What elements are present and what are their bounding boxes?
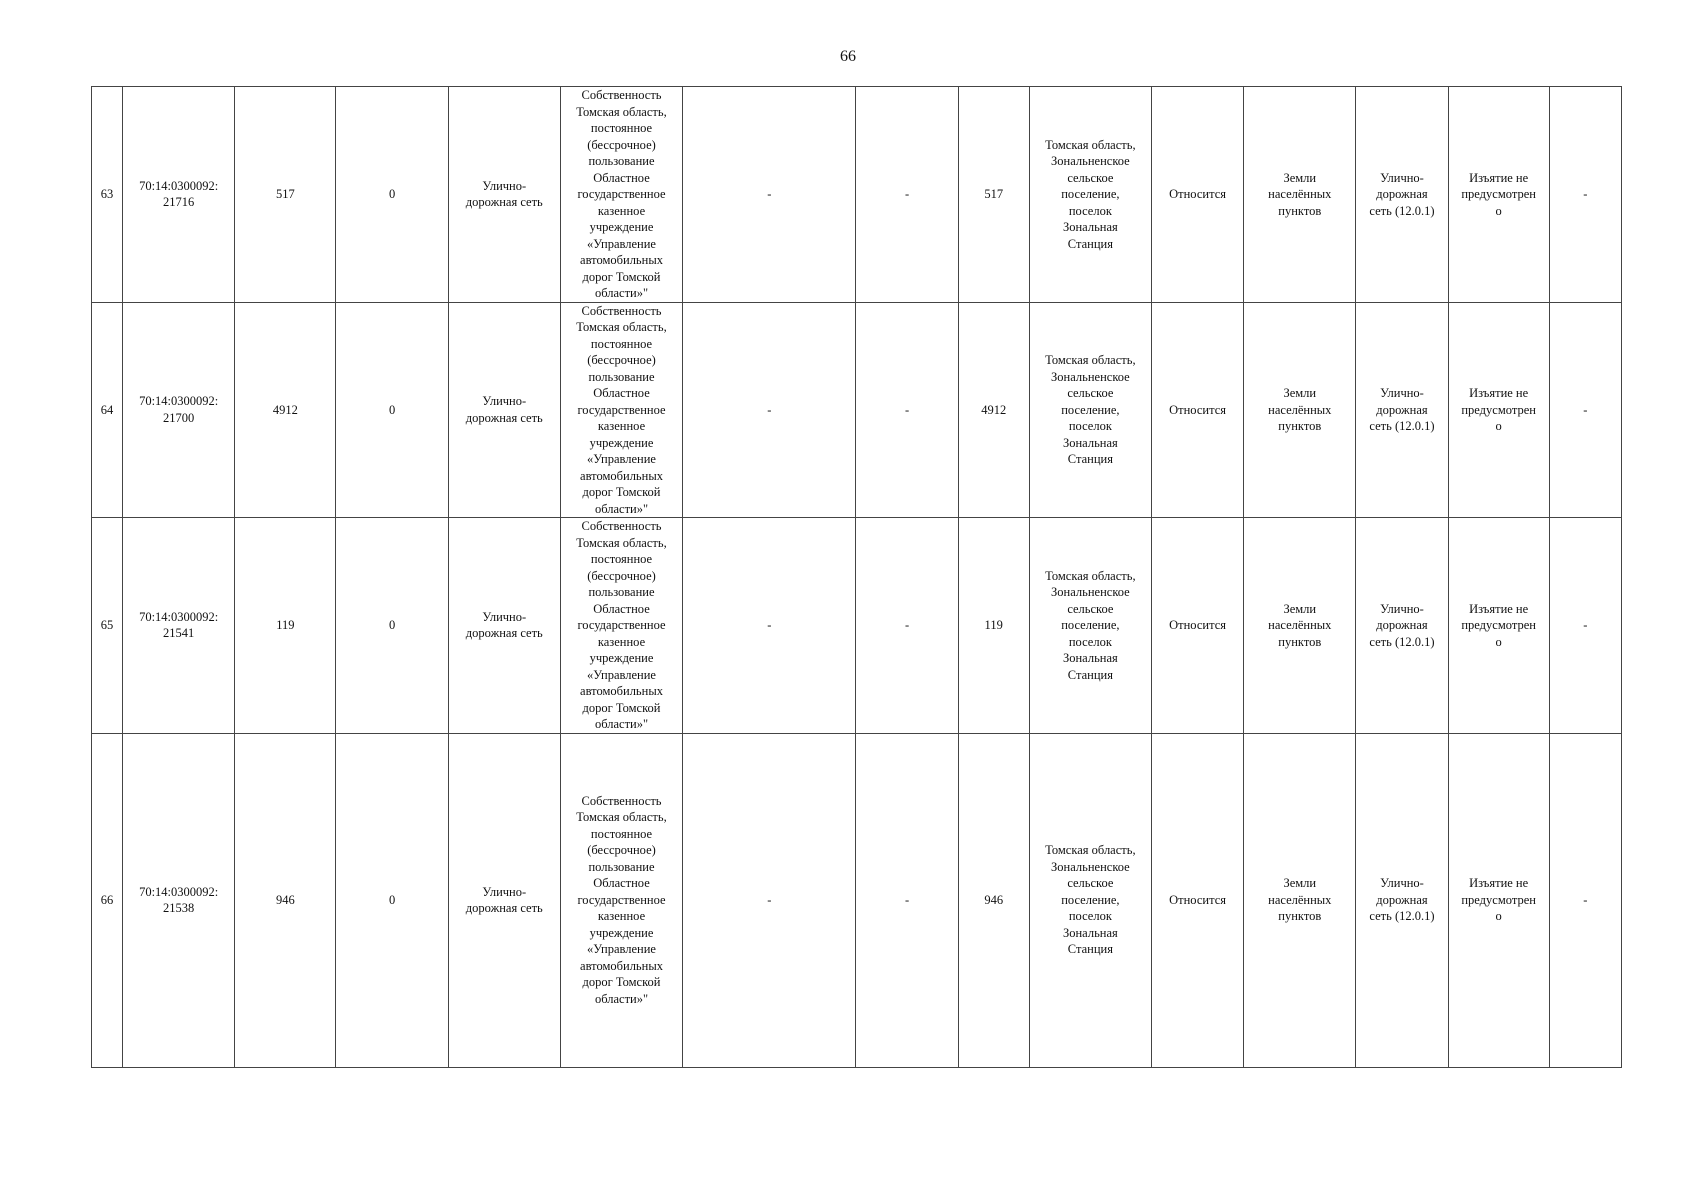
cell-seizure: Изъятие не предусмотрен о (1448, 518, 1549, 734)
cell-relation: Относится (1152, 518, 1244, 734)
page-number: 66 (840, 48, 856, 65)
cell-rights: Собственность Томская область, постоянное (бессрочное) пользование Областное государственное казенное учреждение «Управление автомобильных дорог Томской области»" (560, 302, 682, 518)
table-row (92, 87, 1622, 303)
cell-seizure: Изъятие не предусмотрен о (1448, 87, 1549, 303)
cell-dash: - (1549, 733, 1621, 1067)
cell-row-number: 66 (92, 733, 123, 1067)
cell-purpose: Улично- дорожная сеть (448, 733, 560, 1067)
cell-zero-value: 0 (336, 518, 448, 734)
cell-relation: Относится (1152, 733, 1244, 1067)
cell-area: 946 (235, 733, 336, 1067)
cell-purpose: Улично- дорожная сеть (448, 518, 560, 734)
cell-dash: - (683, 302, 856, 518)
cell-dash: - (1549, 518, 1621, 734)
cell-rights: Собственность Томская область, постоянное (бессрочное) пользование Областное государственное казенное учреждение «Управление автомобильных дорог Томской области»" (560, 87, 682, 303)
cell-zero-value: 0 (336, 302, 448, 518)
cell-relation: Относится (1152, 302, 1244, 518)
table-row (92, 518, 1622, 734)
cell-zero-value: 0 (336, 733, 448, 1067)
cell-row-number: 64 (92, 302, 123, 518)
cell-row-number: 65 (92, 518, 123, 734)
cell-area-2: 119 (958, 518, 1029, 734)
cell-cadastral-number: 70:14:0300092: 21541 (123, 518, 235, 734)
cell-area-2: 517 (958, 87, 1029, 303)
cell-cadastral-number: 70:14:0300092: 21716 (123, 87, 235, 303)
table-row (92, 302, 1622, 518)
cell-address: Томская область, Зональненское сельское поселение, поселок Зональная Станция (1029, 87, 1151, 303)
cell-dash: - (856, 87, 958, 303)
cell-area: 4912 (235, 302, 336, 518)
cell-dash: - (1549, 302, 1621, 518)
cell-dash: - (1549, 87, 1621, 303)
cell-rights: Собственность Томская область, постоянное (бессрочное) пользование Областное государственное казенное учреждение «Управление автомобильных дорог Томской области»" (560, 733, 682, 1067)
cell-area-2: 946 (958, 733, 1029, 1067)
cell-dash: - (856, 302, 958, 518)
cell-address: Томская область, Зональненское сельское поселение, поселок Зональная Станция (1029, 733, 1151, 1067)
cell-permitted-use: Улично- дорожная сеть (12.0.1) (1356, 302, 1448, 518)
cell-land-category: Земли населённых пунктов (1244, 302, 1356, 518)
cell-land-category: Земли населённых пунктов (1244, 518, 1356, 734)
cell-area: 119 (235, 518, 336, 734)
cell-address: Томская область, Зональненское сельское поселение, поселок Зональная Станция (1029, 518, 1151, 734)
table-row (92, 733, 1622, 1067)
cell-permitted-use: Улично- дорожная сеть (12.0.1) (1356, 733, 1448, 1067)
cell-cadastral-number: 70:14:0300092: 21538 (123, 733, 235, 1067)
cell-seizure: Изъятие не предусмотрен о (1448, 302, 1549, 518)
cell-permitted-use: Улично- дорожная сеть (12.0.1) (1356, 87, 1448, 303)
cell-area: 517 (235, 87, 336, 303)
cell-relation: Относится (1152, 87, 1244, 303)
cell-seizure: Изъятие не предусмотрен о (1448, 733, 1549, 1067)
cell-zero-value: 0 (336, 87, 448, 303)
cell-dash: - (683, 733, 856, 1067)
cell-land-category: Земли населённых пунктов (1244, 87, 1356, 303)
cell-dash: - (856, 518, 958, 734)
cell-cadastral-number: 70:14:0300092: 21700 (123, 302, 235, 518)
cell-land-category: Земли населённых пунктов (1244, 733, 1356, 1067)
cell-address: Томская область, Зональненское сельское поселение, поселок Зональная Станция (1029, 302, 1151, 518)
cell-dash: - (683, 518, 856, 734)
cell-purpose: Улично- дорожная сеть (448, 87, 560, 303)
cell-rights: Собственность Томская область, постоянное (бессрочное) пользование Областное государственное казенное учреждение «Управление автомобильных дорог Томской области»" (560, 518, 682, 734)
land-plots-table (91, 86, 1622, 1068)
cell-permitted-use: Улично- дорожная сеть (12.0.1) (1356, 518, 1448, 734)
cell-purpose: Улично- дорожная сеть (448, 302, 560, 518)
cell-dash: - (683, 87, 856, 303)
cell-dash: - (856, 733, 958, 1067)
cell-row-number: 63 (92, 87, 123, 303)
cell-area-2: 4912 (958, 302, 1029, 518)
